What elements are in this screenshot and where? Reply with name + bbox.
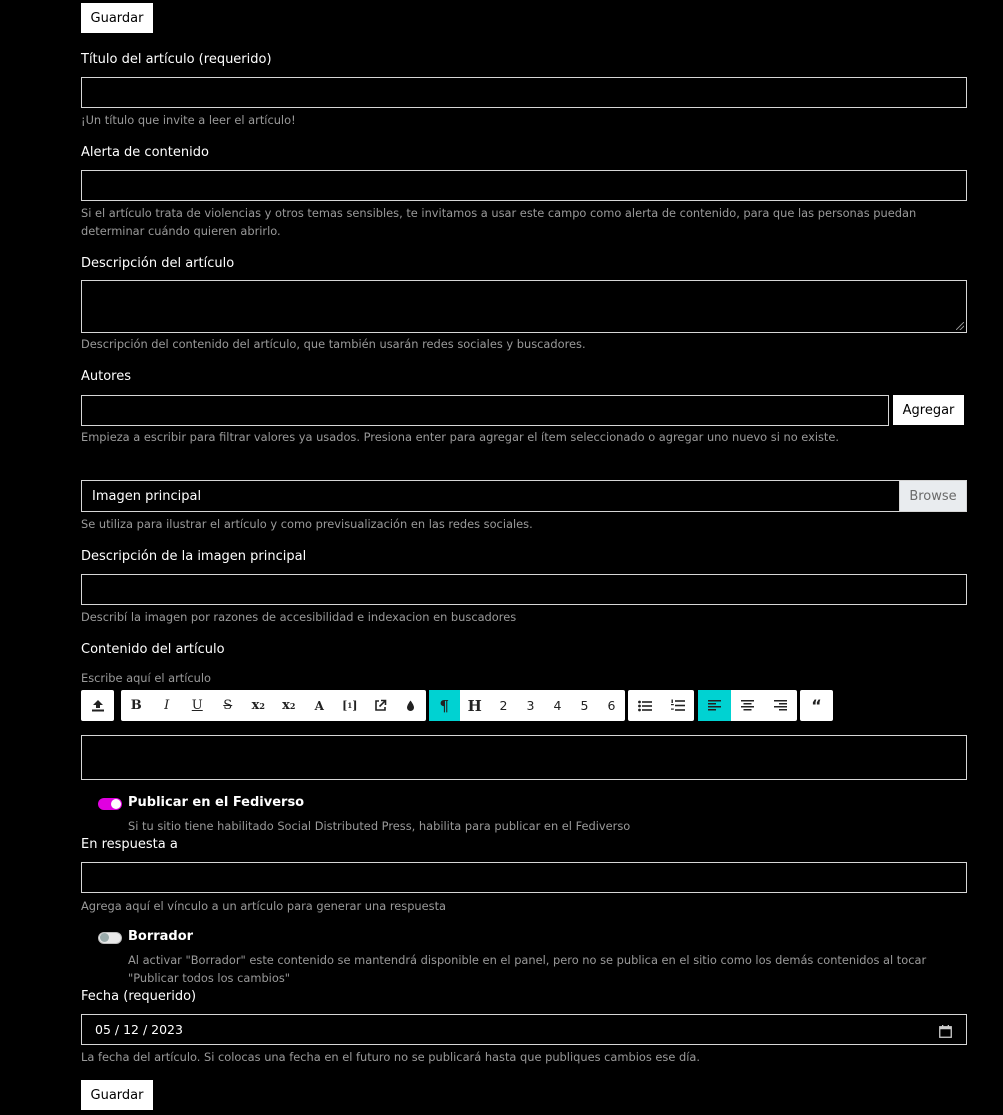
title-label: Título del artículo (requerido) <box>81 52 272 67</box>
heading-icon[interactable]: H <box>467 696 482 715</box>
toolbar-upload-group <box>81 690 114 721</box>
footnote-icon[interactable]: [ 1 ] <box>342 699 358 712</box>
in-reply-to-help: Agrega aquí el vínculo a un artículo para generar una respuesta <box>81 899 447 913</box>
toolbar-list-group <box>628 690 694 721</box>
subscript-icon[interactable]: x 2 <box>251 698 265 713</box>
image-description-label: Descripción de la imagen principal <box>81 549 307 564</box>
paragraph-icon[interactable]: ¶ <box>429 690 460 721</box>
upload-icon[interactable] <box>81 690 114 721</box>
strikethrough-icon[interactable]: S <box>223 698 233 713</box>
align-right-icon[interactable] <box>764 690 797 721</box>
in-reply-to-input[interactable] <box>81 862 967 893</box>
toolbar-align-group <box>698 690 797 721</box>
align-center-icon[interactable] <box>731 690 764 721</box>
description-label: Descripción del artículo <box>81 256 235 271</box>
save-button-bottom[interactable]: Guardar <box>81 1080 153 1110</box>
save-button-top[interactable]: Guardar <box>81 3 153 33</box>
align-left-icon[interactable] <box>698 690 731 721</box>
main-image-help: Se utiliza para ilustrar el artículo y como previsualización en las redes sociales. <box>81 517 533 531</box>
fediverse-label: Publicar en el Fediverso <box>128 795 305 810</box>
small-caps-icon[interactable]: A <box>314 698 324 713</box>
toolbar-heading-group <box>429 690 625 721</box>
external-link-icon[interactable] <box>365 690 396 721</box>
heading-4-button[interactable]: 4 <box>553 698 562 713</box>
heading-3-button[interactable]: 3 <box>526 698 535 713</box>
content-warning-help: Si el artículo trata de violencias y otros temas sensibles, te invitamos a usar este campo como alerta de contenido, para que las personas puedan determinar cuándo quieren abrirlo. <box>81 206 917 238</box>
in-reply-to-label: En respuesta a <box>81 837 178 852</box>
content-warning-input[interactable] <box>81 170 967 201</box>
calendar-icon[interactable] <box>939 1023 952 1042</box>
bulleted-list-icon[interactable] <box>628 690 661 721</box>
authors-help: Empieza a escribir para filtrar valores ya usados. Presiona enter para agregar el ítem seleccionado o agregar uno nuevo si no existe. <box>81 430 840 444</box>
draft-help: Al activar "Borrador" este contenido se mantendrá disponible en el panel, pero no se publica en el sitio como los demás contenidos al tocar "Publicar todos los cambios" <box>128 953 927 985</box>
image-description-help: Describí la imagen por razones de accesibilidad e indexacion en buscadores <box>81 610 517 624</box>
browse-button[interactable]: Browse <box>899 481 966 511</box>
italic-icon[interactable]: I <box>164 698 170 713</box>
date-value: 05 / 12 / 2023 <box>95 1022 183 1037</box>
authors-label: Autores <box>81 369 132 384</box>
date-label: Fecha (requerido) <box>81 989 197 1004</box>
description-help: Descripción del contenido del artículo, que también usarán redes sociales y buscadores. <box>81 337 586 351</box>
superscript-icon[interactable]: x 2 <box>282 698 296 713</box>
toolbar-quote-group <box>800 690 833 721</box>
heading-6-button[interactable]: 6 <box>607 698 616 713</box>
underline-icon[interactable]: U <box>191 698 203 713</box>
add-author-button[interactable]: Agregar <box>893 395 964 425</box>
draft-toggle[interactable] <box>98 932 122 944</box>
title-help: ¡Un título que invite a leer el artículo! <box>81 113 296 127</box>
content-editor[interactable] <box>81 735 967 780</box>
description-textarea[interactable] <box>81 280 967 333</box>
heading-5-button[interactable]: 5 <box>580 698 589 713</box>
authors-input[interactable] <box>81 395 889 426</box>
draft-label: Borrador <box>128 929 194 944</box>
blockquote-icon[interactable]: “ <box>811 696 822 715</box>
toolbar-format-group <box>121 690 426 721</box>
color-drop-icon[interactable] <box>396 690 427 721</box>
fediverse-help: Si tu sitio tiene habilitado Social Distributed Press, habilita para publicar en el Fediverso <box>128 819 631 833</box>
fediverse-toggle[interactable] <box>98 798 122 810</box>
title-input[interactable] <box>81 77 967 108</box>
date-input[interactable] <box>81 1014 967 1045</box>
resize-grip-icon[interactable] <box>956 322 964 330</box>
date-help: La fecha del artículo. Si colocas una fecha en el futuro no se publicará hasta que publiques cambios ese día. <box>81 1050 700 1064</box>
content-help: Escribe aquí el artículo <box>81 671 212 685</box>
main-image-file-label: Imagen principal <box>92 488 202 504</box>
content-warning-label: Alerta de contenido <box>81 145 209 160</box>
content-label: Contenido del artículo <box>81 642 225 657</box>
image-description-input[interactable] <box>81 574 967 605</box>
main-image-file-input[interactable] <box>81 480 967 512</box>
numbered-list-icon[interactable] <box>661 690 694 721</box>
bold-icon[interactable]: B <box>130 698 142 713</box>
heading-2-button[interactable]: 2 <box>499 698 508 713</box>
